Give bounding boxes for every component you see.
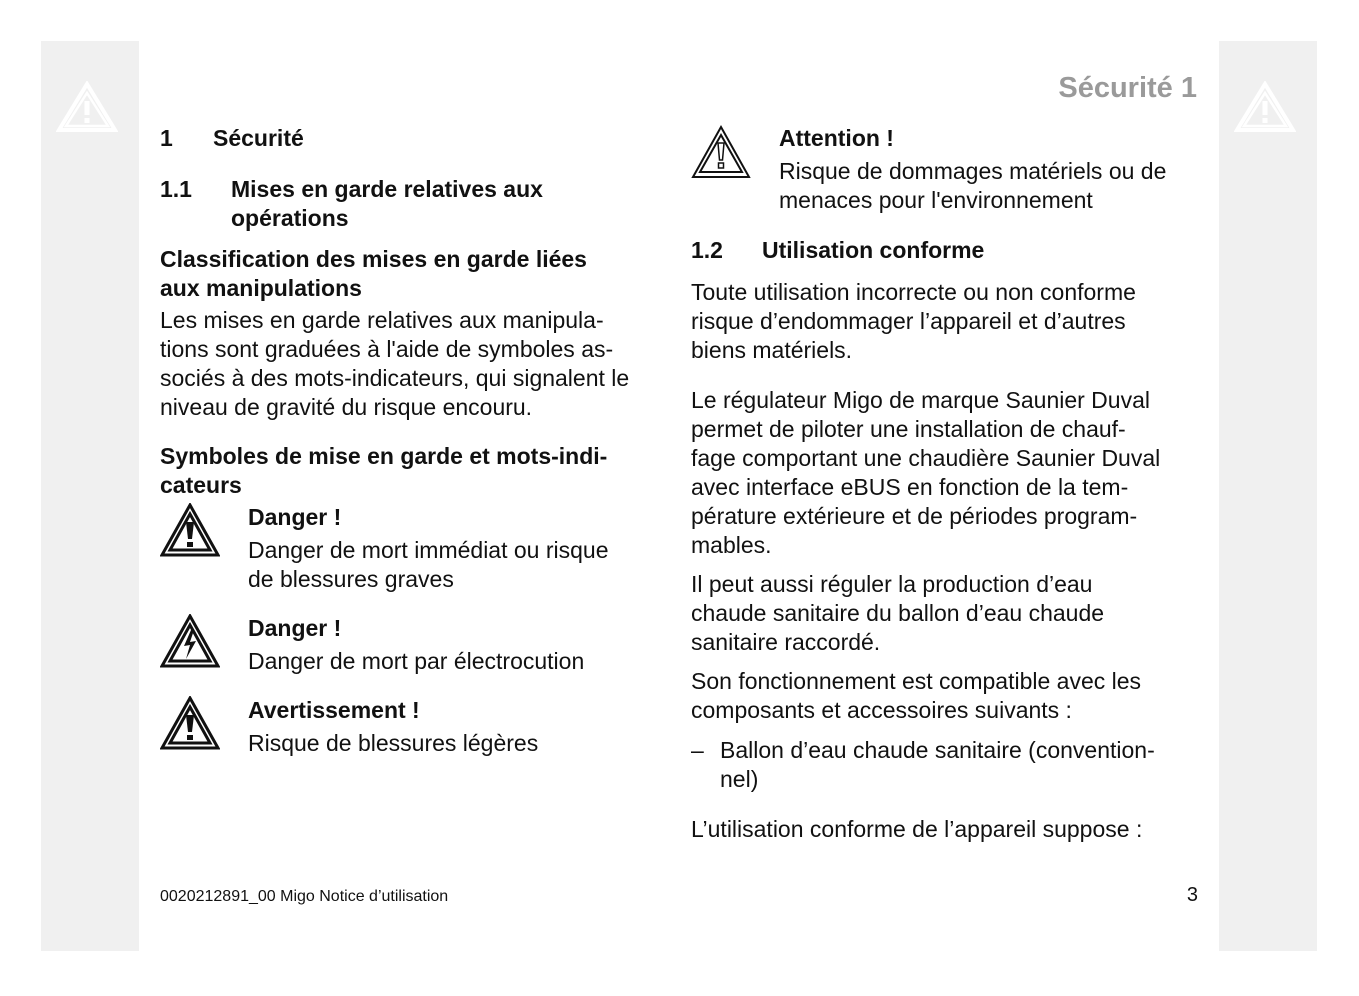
subsection-number: 1.1 (160, 176, 192, 202)
classification-paragraph: Les mises en garde relatives aux manipula- tions sont graduées à l'aide de symboles as- sociés à des mots-indicateurs, qui signalent le niveau de gravité du risque encouru. (160, 307, 630, 420)
warning-title: Avertissement ! (248, 697, 420, 723)
left-margin-tab (41, 41, 139, 951)
electric-hazard-icon (160, 614, 220, 668)
warning-outline-icon (56, 81, 118, 133)
warning-title: Attention ! (779, 125, 894, 151)
warning-triangle-icon (160, 503, 220, 557)
warning-danger-electric (160, 614, 670, 676)
section-number: 1 (160, 125, 173, 151)
warning-outline-icon (1234, 81, 1296, 133)
warning-avertissement (160, 696, 670, 758)
subsection-number: 1.2 (691, 237, 723, 263)
warning-title: Danger ! (248, 504, 342, 530)
warning-title: Danger ! (248, 615, 342, 641)
paragraph-compatibility: Son fonctionnement est compatible avec les composants et accessoires suivants : (691, 668, 1142, 723)
paragraph-description: Le régulateur Migo de marque Saunier Duval permet de piloter une installation de chauf- fage comportant une chaudière Saunier Duval avec interface eBUS en fonction de la tem- pérature extérieure et de périodes program- mables. (691, 387, 1161, 558)
subsection-heading-1-2 (691, 236, 1206, 265)
subsection-heading-1-1 (160, 175, 670, 233)
list-dash: – (691, 737, 704, 763)
paragraph-conform-use: L’utilisation conforme de l’appareil suppose : (691, 816, 1143, 842)
page-number: 3 (1186, 884, 1198, 906)
right-column (691, 124, 1206, 844)
warning-text: Risque de dommages matériels ou de menaces pour l'environnement (779, 158, 1167, 213)
warning-attention (691, 124, 1206, 215)
warning-text: Danger de mort immédiat ou risque de blessures graves (248, 537, 609, 592)
list-item-text: Ballon d’eau chaude sanitaire (convention- nel) (720, 737, 1155, 792)
paragraph-dhw: Il peut aussi réguler la production d’eau chaude sanitaire du ballon d’eau chaude sanitaire raccordé. (691, 571, 1105, 655)
symbols-heading: Symboles de mise en garde et mots-indi- cateurs (160, 443, 608, 498)
classification-heading: Classification des mises en garde liées aux manipulations (160, 246, 587, 301)
subsection-title: Mises en garde relatives aux opérations (231, 176, 543, 231)
warning-triangle-outline-icon (691, 124, 751, 180)
warning-danger-general (160, 503, 670, 594)
warning-text: Risque de blessures légères (248, 730, 539, 756)
warning-text: Danger de mort par électrocution (248, 648, 585, 674)
page-header: Sécurité 1 (1058, 72, 1197, 104)
section-heading (160, 124, 670, 153)
paragraph-misuse: Toute utilisation incorrecte ou non conforme risque d’endommager l’appareil et d’autres biens matériels. (691, 279, 1136, 363)
footer-doc-reference: 0020212891_00 Migo Notice d’utilisation (160, 888, 449, 905)
right-margin-tab (1219, 41, 1317, 951)
subsection-title: Utilisation conforme (762, 237, 985, 263)
list-item (691, 736, 1206, 794)
left-column (160, 124, 670, 758)
warning-triangle-icon (160, 696, 220, 750)
section-title: Sécurité (213, 125, 304, 151)
